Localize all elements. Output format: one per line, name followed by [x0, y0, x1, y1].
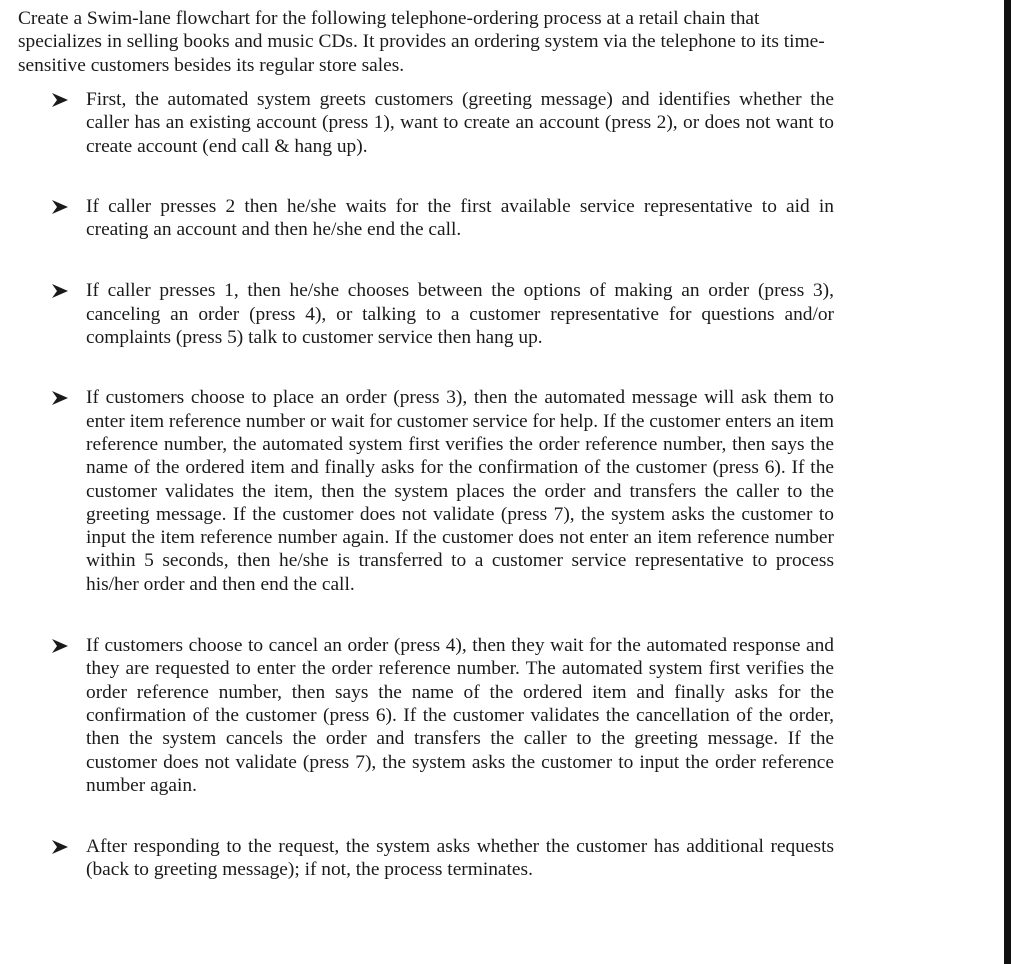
arrowhead-bullet-icon — [52, 391, 68, 405]
list-item — [52, 88, 834, 158]
list-item — [52, 835, 834, 882]
arrowhead-bullet-icon — [52, 93, 68, 107]
bullet-text: If caller presses 1, then he/she chooses between the options of making an order (press 3), canceling an order (press 4), or talking to a customer representative for questions and/or complaints (press 5) talk to customer service then hang up. — [86, 280, 834, 349]
intro-paragraph: Create a Swim-lane flowchart for the following telephone-ordering process at a retail chain that specializes in selling books and music CDs. It provides an ordering system via the telephone to its time-sensitive customers besides its regular store sales. — [18, 8, 825, 76]
arrowhead-bullet-icon — [52, 284, 68, 298]
screen-edge-bar — [1004, 0, 1011, 964]
arrowhead-bullet-icon — [52, 639, 68, 653]
bullet-text: If customers choose to place an order (press 3), then the automated message will ask them to enter item reference number or wait for customer service for help. If the customer enters an item reference number, the automated system first verifies the order reference number, then says the name of the ordered item and finally asks for the confirmation of the customer (press 6). If the customer validates the item, then the system places the order and transfers the caller to the greeting message. If the customer does not validate (press 7), the system asks the customer to input the item reference number again. If the customer does not enter an item reference number within 5 seconds, then he/she is transferred to a customer service representative to process his/her order and then end the call. — [86, 387, 834, 595]
bullet-text: If customers choose to cancel an order (press 4), then they wait for the automated response and they are requested to enter the order reference number. The automated system first verifies the order reference number, then says the name of the ordered item and finally asks for the confirmation of the customer (press 6). If the customer validates the cancellation of the order, then the system cancels the order and transfers the caller to the greeting message. If the customer does not validate (press 7), the system asks the customer to input the order reference number again. — [86, 635, 834, 796]
list-item — [52, 386, 834, 596]
list-item — [52, 279, 834, 349]
arrowhead-bullet-icon — [52, 840, 68, 854]
list-item — [52, 195, 834, 242]
bullet-list — [52, 88, 834, 882]
bullet-text: After responding to the request, the system asks whether the customer has additional requests (back to greeting message); if not, the process terminates. — [86, 836, 834, 881]
list-item — [52, 634, 834, 797]
bullet-text: If caller presses 2 then he/she waits for the first available service representative to aid in creating an account and then he/she end the call. — [86, 195, 834, 241]
bullet-text: First, the automated system greets customers (greeting message) and identifies whether the caller has an existing account (press 1), want to create an account (press 2), or does not want to create account (end call & hang up). — [86, 89, 834, 157]
arrowhead-bullet-icon — [52, 200, 68, 214]
